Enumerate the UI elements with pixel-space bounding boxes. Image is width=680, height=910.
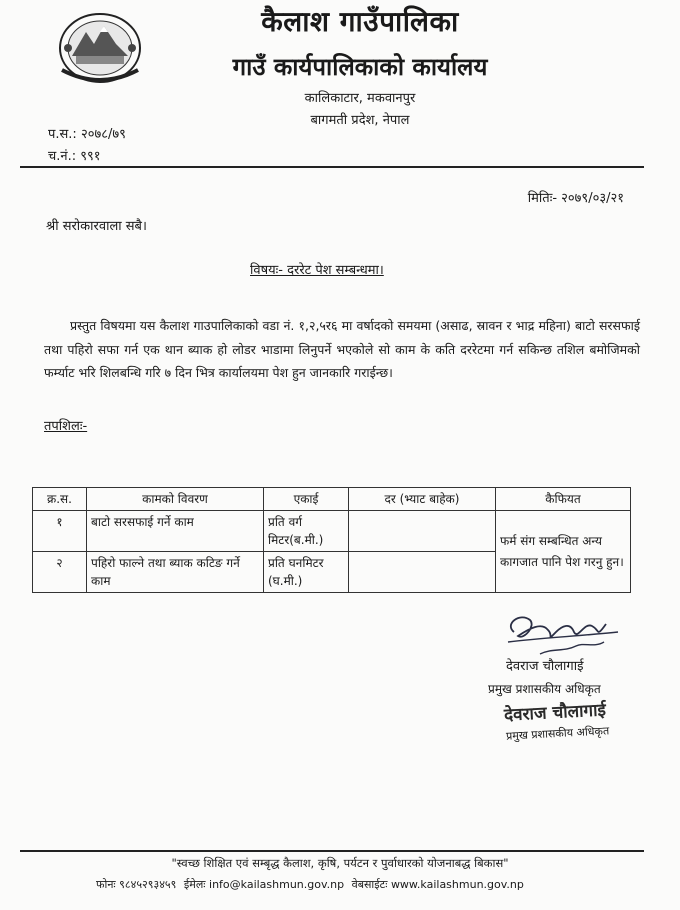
fiscal-year: प.स.: २०७८/७९: [48, 127, 126, 142]
municipality-name: कैलाश गाउँपालिका: [261, 5, 459, 38]
footer-slogan: "स्वच्छ शिक्षित एवं सम्बृद्ध कैलाश, कृषि, पर्यटन र पुर्वाधारको योजनाबद्ध बिकास": [171, 856, 509, 870]
column-header-unit: एकाई: [264, 488, 349, 511]
footer-website: वेबसाईटः www.kailashmun.gov.np: [351, 878, 524, 891]
office-name: गाउँ कार्यपालिकाको कार्यालय: [232, 53, 488, 81]
cell-description: पहिरो फाल्ने तथा ब्याक कटिङ गर्ने काम: [87, 552, 264, 593]
column-header-sn: क्र.स.: [33, 488, 87, 511]
signatory-title: प्रमुख प्रशासकीय अधिकृत: [488, 682, 601, 696]
cell-unit: प्रति वर्ग मिटर(ब.मी.): [264, 511, 349, 552]
cell-sn: २: [33, 552, 87, 593]
column-header-description: कामको विवरण: [87, 488, 264, 511]
table-row: [33, 511, 631, 552]
header-divider: [20, 166, 644, 168]
cell-unit: प्रति घनमिटर (घ.मी.): [264, 552, 349, 593]
addressee: श्री सरोकारवाला सबै।: [46, 219, 147, 234]
footer-contact: [96, 877, 528, 892]
details-heading: तपशिलः-: [44, 419, 88, 434]
cell-rate: [349, 552, 496, 593]
cell-description: बाटो सरसफाई गर्ने काम: [87, 511, 264, 552]
address-line-2: बागमती प्रदेश, नेपाल: [310, 113, 410, 128]
letter-body: प्रस्तुत विषयमा यस कैलाश गाउपालिकाको वडा नं. १,२,५र६ मा वर्षादको समयमा (असाढ, स्रावन र भाद्र महिना) बाटो सरसफाई तथा पहिरो सफा गर्न एक थान ब्याक हो लोडर भाडामा लिनुपर्ने भएकोले सो काम के कति दररेटमा गर्न सकिन्छ तशिल बमोजिमको फर्म्याट भरि शिलबन्धि गरि ७ दिन भित्र कार्यालयमा पेश हुन जानकारि गराईन्छ।: [44, 318, 640, 380]
signature-scribble: [500, 602, 620, 660]
stamp-name: देवराज चौलागाई: [503, 700, 607, 726]
cell-remarks: फर्म संग सम्बन्धित अन्य कागजात पानि पेश गरनु हुन।: [496, 511, 631, 593]
subject-line: विषयः- दररेट पेश सम्बन्धमा।: [250, 263, 384, 278]
table-header-row: [33, 488, 631, 511]
cell-sn: १: [33, 511, 87, 552]
footer-divider: [20, 850, 644, 852]
letter-date: मितिः- २०७९/०३/२१: [527, 191, 624, 206]
work-rate-table: [32, 487, 631, 593]
stamp-title: प्रमुख प्रशासकीय अधिकृत: [505, 724, 610, 743]
dispatch-number: च.नं.: ९९१: [48, 149, 101, 164]
column-header-remarks: कैफियत: [496, 488, 631, 511]
footer-email: ईमेलः info@kailashmun.gov.np: [183, 878, 345, 891]
footer-phone: फोनः ९८४५२९३४५९: [96, 878, 177, 891]
address-line-1: कालिकाटार, मकवानपुर: [304, 91, 416, 106]
column-header-rate: दर (भ्याट बाहेक): [349, 488, 496, 511]
cell-rate: [349, 511, 496, 552]
signatory-name: देवराज चौलागाई: [506, 659, 584, 674]
nepal-emblem-icon: [52, 8, 148, 86]
